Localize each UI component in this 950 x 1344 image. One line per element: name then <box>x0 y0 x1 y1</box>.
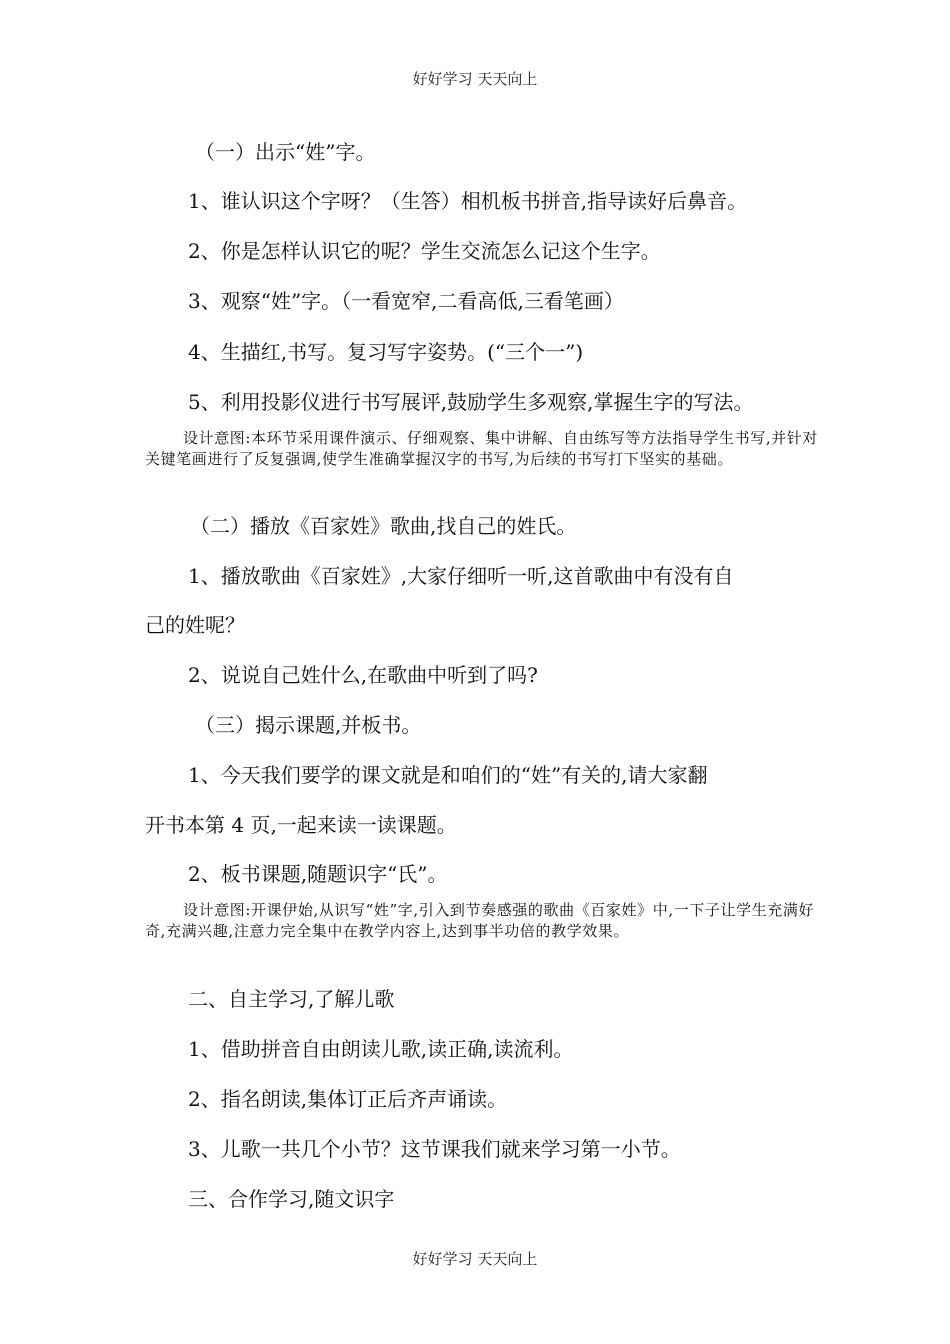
paragraph: 2、板书课题,随题识字“氏”。 <box>188 862 448 886</box>
paragraph: 2、说说自己姓什么,在歌曲中听到了吗? <box>188 663 538 687</box>
paragraph: 5、利用投影仪进行书写展评,鼓励学生多观察,掌握生字的写法。 <box>188 390 754 414</box>
section-title-1: （一）出示“姓”字。 <box>195 140 376 164</box>
section-title-3: （三）揭示课题,并板书。 <box>195 713 422 737</box>
design-note <box>145 428 825 470</box>
design-note <box>145 900 825 942</box>
paragraph: 1、播放歌曲《百家姓》,大家仔细听一听,这首歌曲中有没有自 <box>188 564 734 588</box>
page-footer: 好好学习 天天向上 <box>412 1250 538 1268</box>
paragraph-continuation: 己的姓呢？ <box>145 613 245 637</box>
design-note-text: 设计意图:本环节采用课件演示、仔细观察、集中讲解、自由练写等方法指导学生书写,并针对关键笔画进行了反复强调,使学生准确掌握汉字的书写,为后续的书写打下坚实的基础。 <box>145 429 819 468</box>
paragraph: 1、今天我们要学的课文就是和咱们的“姓”有关的,请大家翻 <box>188 763 708 787</box>
page-header: 好好学习 天天向上 <box>412 70 538 88</box>
paragraph: 1、谁认识这个字呀？（生答）相机板书拼音,指导读好后鼻音。 <box>188 189 748 213</box>
paragraph: 3、观察“姓”字。（一看宽窄,二看高低,三看笔画） <box>188 289 624 313</box>
heading-2: 二、自主学习,了解儿歌 <box>188 987 395 1011</box>
section-title-2: （二）播放《百家姓》歌曲,找自己的姓氏。 <box>190 514 577 538</box>
paragraph: 2、指名朗读,集体订正后齐声诵读。 <box>188 1087 508 1111</box>
heading-3: 三、合作学习,随文识字 <box>188 1187 395 1211</box>
paragraph: 2、你是怎样认识它的呢？学生交流怎么记这个生字。 <box>188 239 661 263</box>
paragraph: 3、儿歌一共几个小节？这节课我们就来学习第一小节。 <box>188 1137 681 1161</box>
paragraph: 4、生描红,书写。复习写字姿势。(“三个一”) <box>188 340 584 364</box>
paragraph: 1、借助拼音自由朗读儿歌,读正确,读流利。 <box>188 1037 574 1061</box>
design-note-text: 设计意图:开课伊始,从识写“姓”字,引入到节奏感强的歌曲《百家姓》中,一下子让学生充满好奇,充满兴趣,注意力完全集中在教学内容上,达到事半功倍的教学效果。 <box>145 901 815 940</box>
paragraph-continuation: 开书本第 4 页,一起来读一读课题。 <box>145 813 457 837</box>
